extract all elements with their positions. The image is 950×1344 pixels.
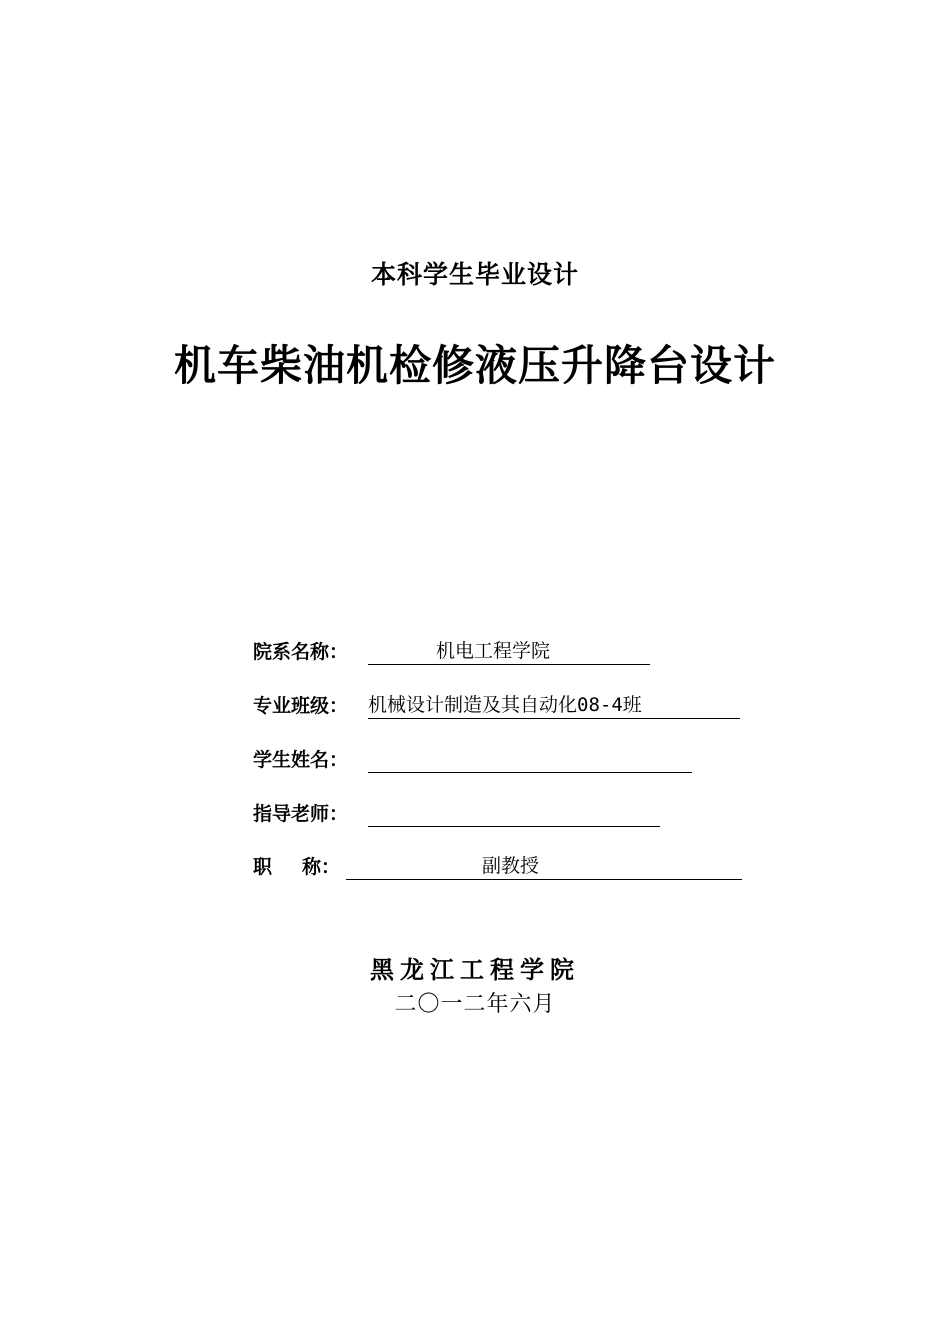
position-row: [253, 850, 742, 880]
position-value: 副教授: [482, 855, 540, 877]
department-value: 机电工程学院: [436, 640, 551, 662]
class-label: 专业班级：: [253, 695, 349, 717]
advisor-label: 指导老师：: [253, 803, 349, 825]
school-name: 黑龙江工程学院: [370, 955, 580, 984]
department-row: [253, 635, 650, 665]
position-label-second: 称：: [302, 856, 341, 878]
department-field: [368, 639, 650, 665]
class-value: 机械设计制造及其自动化08-4班: [368, 694, 642, 716]
student-name-field: [368, 747, 692, 773]
position-label: [253, 854, 340, 880]
advisor-field: [368, 801, 660, 827]
advisor-row: [253, 797, 660, 827]
student-name-label: 学生姓名：: [253, 749, 349, 771]
department-label: 院系名称：: [253, 641, 349, 663]
cover-date: 二〇一二年六月: [394, 992, 556, 1017]
position-field: [346, 854, 742, 880]
thesis-title: 机车柴油机检修液压升降台设计: [173, 341, 776, 390]
class-row: [253, 689, 740, 719]
class-field: [368, 693, 740, 719]
student-name-row: [253, 743, 692, 773]
cover-subtitle: 本科学生毕业设计: [370, 260, 579, 289]
position-label-first: 职: [253, 856, 273, 878]
